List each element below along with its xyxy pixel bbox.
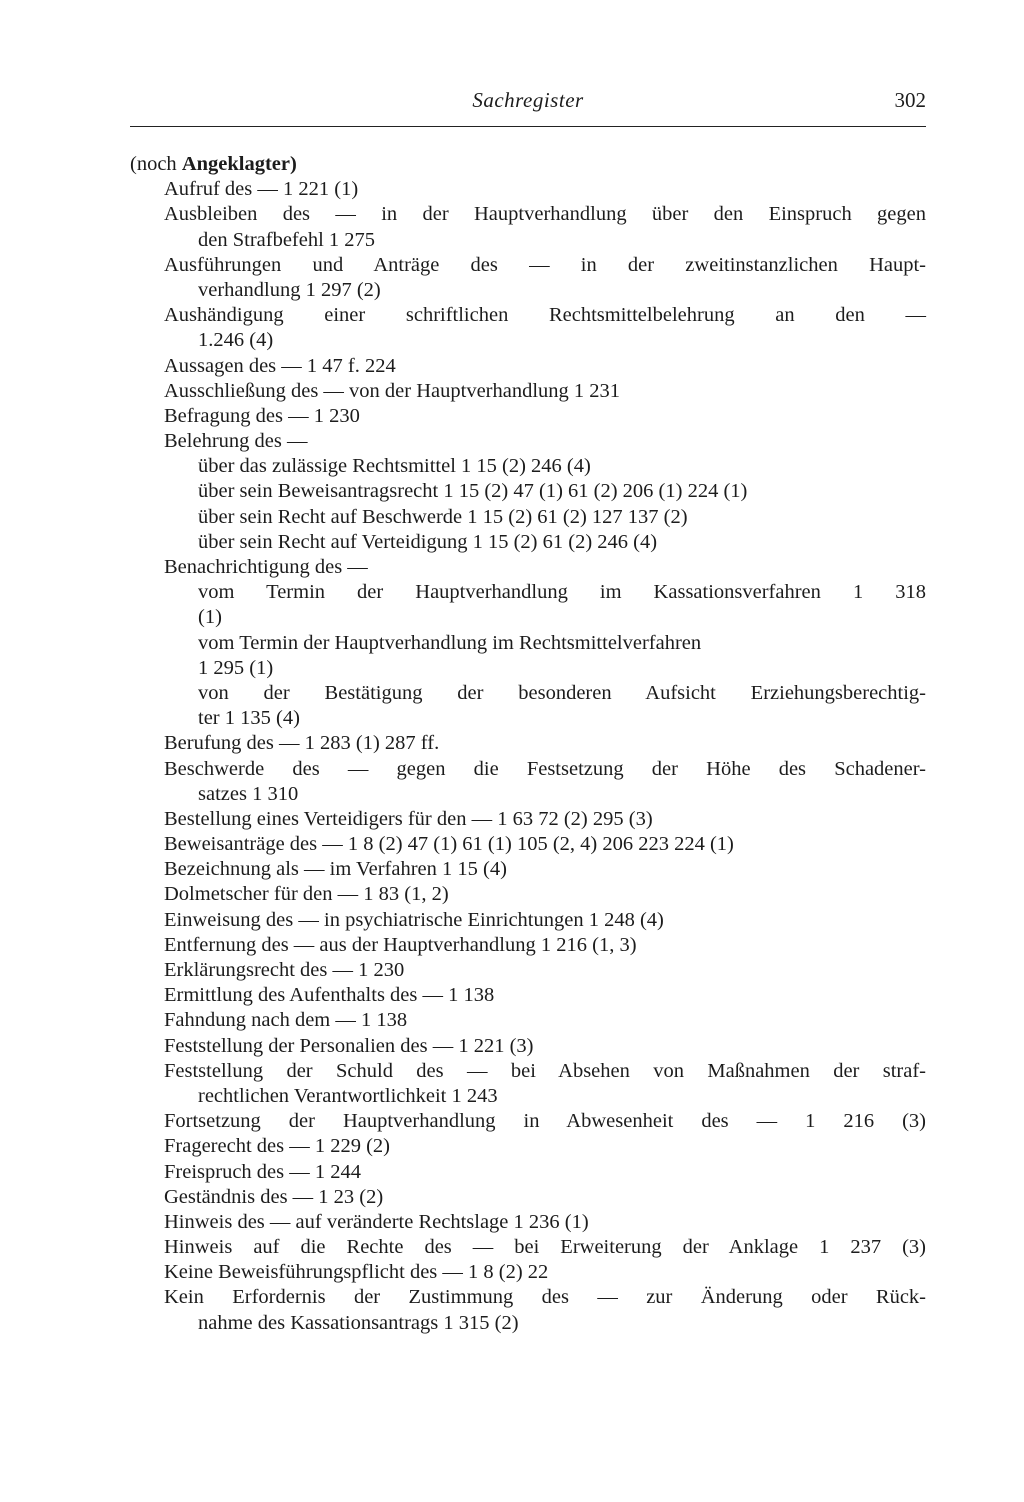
index-entry bbox=[130, 354, 926, 379]
entry-text: rechtlichen Verantwortlichkeit 1 243 bbox=[198, 1084, 498, 1107]
index-entry bbox=[130, 1260, 926, 1285]
index-entry bbox=[130, 882, 926, 907]
entry-text: nahme des Kassationsantrags 1 315 (2) bbox=[198, 1311, 519, 1334]
index-subentry bbox=[130, 328, 926, 353]
index-entry bbox=[130, 1185, 926, 1210]
entry-text: Ausbleiben des — in der Hauptverhandlung über den Einspruch gegen bbox=[164, 203, 926, 226]
entry-text: über sein Recht auf Beschwerde 1 15 (2) 61 (2) 127 137 (2) bbox=[198, 505, 688, 528]
page-number: 302 bbox=[894, 88, 926, 112]
index-entry bbox=[130, 303, 926, 328]
entry-text: über sein Beweisantragsrecht 1 15 (2) 47 (1) 61 (2) 206 (1) 224 (1) bbox=[198, 480, 748, 503]
index-entry bbox=[130, 1134, 926, 1159]
entry-text: 1 295 (1) bbox=[198, 656, 274, 679]
entry-text: Dolmetscher für den — 1 83 (1, 2) bbox=[164, 883, 449, 906]
index-entry bbox=[130, 857, 926, 882]
index-entry bbox=[130, 404, 926, 429]
index-subentry bbox=[130, 782, 926, 807]
index-entry bbox=[130, 1235, 926, 1260]
entry-text: Fragerecht des — 1 229 (2) bbox=[164, 1135, 391, 1158]
entry-text: Hinweis des — auf veränderte Rechtslage 1 236 (1) bbox=[164, 1210, 589, 1233]
entry-text: Erklärungsrecht des — 1 230 bbox=[164, 959, 405, 981]
index-subentry bbox=[130, 479, 926, 504]
index-entry bbox=[130, 958, 926, 983]
entry-text: 1.246 (4) bbox=[198, 329, 274, 352]
index-entry bbox=[130, 202, 926, 227]
entry-text: von der Bestätigung der besonderen Aufsicht Erziehungsberechtig- bbox=[198, 681, 926, 704]
entry-text: verhandlung 1 297 (2) bbox=[198, 278, 381, 301]
index-entry bbox=[130, 1109, 926, 1134]
entry-text: Geständnis des — 1 23 (2) bbox=[164, 1185, 384, 1208]
entry-text: über das zulässige Rechtsmittel 1 15 (2) 246 (4) bbox=[198, 455, 591, 478]
index-subentry bbox=[130, 580, 926, 605]
index-subentry bbox=[130, 605, 926, 630]
entry-text: Befragung des — 1 230 bbox=[164, 404, 360, 427]
entry-text: Fortsetzung der Hauptverhandlung in Abwesenheit des — 1 216 (3) bbox=[164, 1110, 926, 1133]
entry-text: vom Termin der Hauptverhandlung im Kassationsverfahren 1 318 bbox=[198, 581, 926, 604]
entry-text: Ausschließung des — von der Hauptverhandlung 1 231 bbox=[164, 379, 621, 402]
index-entries bbox=[130, 152, 926, 1336]
entry-text: Einweisung des — in psychiatrische Einrichtungen 1 248 (4) bbox=[164, 908, 664, 931]
entry-text: Aushändigung einer schriftlichen Rechtsmittelbelehrung an den — bbox=[164, 304, 926, 327]
entry-text: über sein Recht auf Verteidigung 1 15 (2) 61 (2) 246 (4) bbox=[198, 530, 658, 553]
index-entry bbox=[130, 983, 926, 1008]
heading-keyword: Angeklagter) bbox=[181, 153, 297, 175]
header-rule bbox=[130, 126, 926, 127]
index-subentry bbox=[130, 454, 926, 479]
entry-text: (1) bbox=[198, 606, 222, 629]
index-subentry bbox=[130, 631, 926, 656]
index-entry bbox=[130, 177, 926, 202]
index-heading bbox=[130, 152, 926, 177]
entry-text: satzes 1 310 bbox=[198, 782, 299, 805]
entry-text: Benachrichtigung des — bbox=[164, 556, 368, 578]
entry-text: Bezeichnung als — im Verfahren 1 15 (4) bbox=[164, 858, 507, 881]
index-subentry bbox=[130, 681, 926, 706]
index-subentry bbox=[130, 278, 926, 303]
index-entry bbox=[130, 908, 926, 933]
index-entry bbox=[130, 1008, 926, 1033]
entry-text: Ermittlung des Aufenthalts des — 1 138 bbox=[164, 984, 495, 1007]
entry-text: den Strafbefehl 1 275 bbox=[198, 228, 376, 251]
entry-text: Berufung des — 1 283 (1) 287 ff. bbox=[164, 732, 440, 755]
index-entry bbox=[130, 1210, 926, 1235]
index-entry bbox=[130, 1285, 926, 1310]
running-title: Sachregister bbox=[472, 88, 584, 112]
index-subentry bbox=[130, 228, 926, 253]
entry-text: Beweisanträge des — 1 8 (2) 47 (1) 61 (1) 105 (2, 4) 206 223 224 (1) bbox=[164, 833, 734, 856]
entry-text: Hinweis auf die Rechte des — bei Erweiterung der Anklage 1 237 (3) bbox=[164, 1236, 926, 1259]
entry-text: Feststellung der Schuld des — bei Absehen von Maßnahmen der straf- bbox=[164, 1059, 926, 1082]
index-entry bbox=[130, 933, 926, 958]
entry-text: Aufruf des — 1 221 (1) bbox=[164, 178, 359, 201]
entry-text: vom Termin der Hauptverhandlung im Rechtsmittelverfahren bbox=[198, 631, 702, 654]
entry-text: Feststellung der Personalien des — 1 221 (3) bbox=[164, 1034, 534, 1057]
index-entry bbox=[130, 807, 926, 832]
index-subentry bbox=[130, 505, 926, 530]
index-entry bbox=[130, 757, 926, 782]
index-subentry bbox=[130, 1084, 926, 1109]
index-entry bbox=[130, 832, 926, 857]
index-entry bbox=[130, 379, 926, 404]
index-subentry bbox=[130, 1311, 926, 1336]
entry-text: Keine Beweisführungspflicht des — 1 8 (2) 22 bbox=[164, 1261, 549, 1284]
index-entry bbox=[130, 253, 926, 278]
index-entry bbox=[130, 1034, 926, 1059]
entry-text: Entfernung des — aus der Hauptverhandlung 1 216 (1, 3) bbox=[164, 933, 637, 956]
entry-text: ter 1 135 (4) bbox=[198, 707, 300, 730]
index-subentry bbox=[130, 656, 926, 681]
running-head bbox=[130, 88, 926, 118]
index-subentry bbox=[130, 530, 926, 555]
index-entry bbox=[130, 1059, 926, 1084]
heading-prefix: (noch bbox=[130, 153, 182, 175]
entry-text: Kein Erfordernis der Zustimmung des — zur Änderung oder Rück- bbox=[164, 1286, 926, 1309]
entry-text: Bestellung eines Verteidigers für den — 1 63 72 (2) 295 (3) bbox=[164, 807, 653, 830]
index-subentry bbox=[130, 706, 926, 731]
entry-text: Freispruch des — 1 244 bbox=[164, 1160, 362, 1183]
index-entry bbox=[130, 555, 926, 580]
entry-text: Beschwerde des — gegen die Festsetzung der Höhe des Schadener- bbox=[164, 757, 926, 780]
entry-text: Aussagen des — 1 47 f. 224 bbox=[164, 354, 396, 377]
index-entry bbox=[130, 429, 926, 454]
index-entry bbox=[130, 731, 926, 756]
index-entry bbox=[130, 1160, 926, 1185]
entry-text: Fahndung nach dem — 1 138 bbox=[164, 1009, 408, 1032]
entry-text: Belehrung des — bbox=[164, 430, 308, 453]
entry-text: Ausführungen und Anträge des — in der zweitinstanzlichen Haupt- bbox=[164, 253, 926, 276]
